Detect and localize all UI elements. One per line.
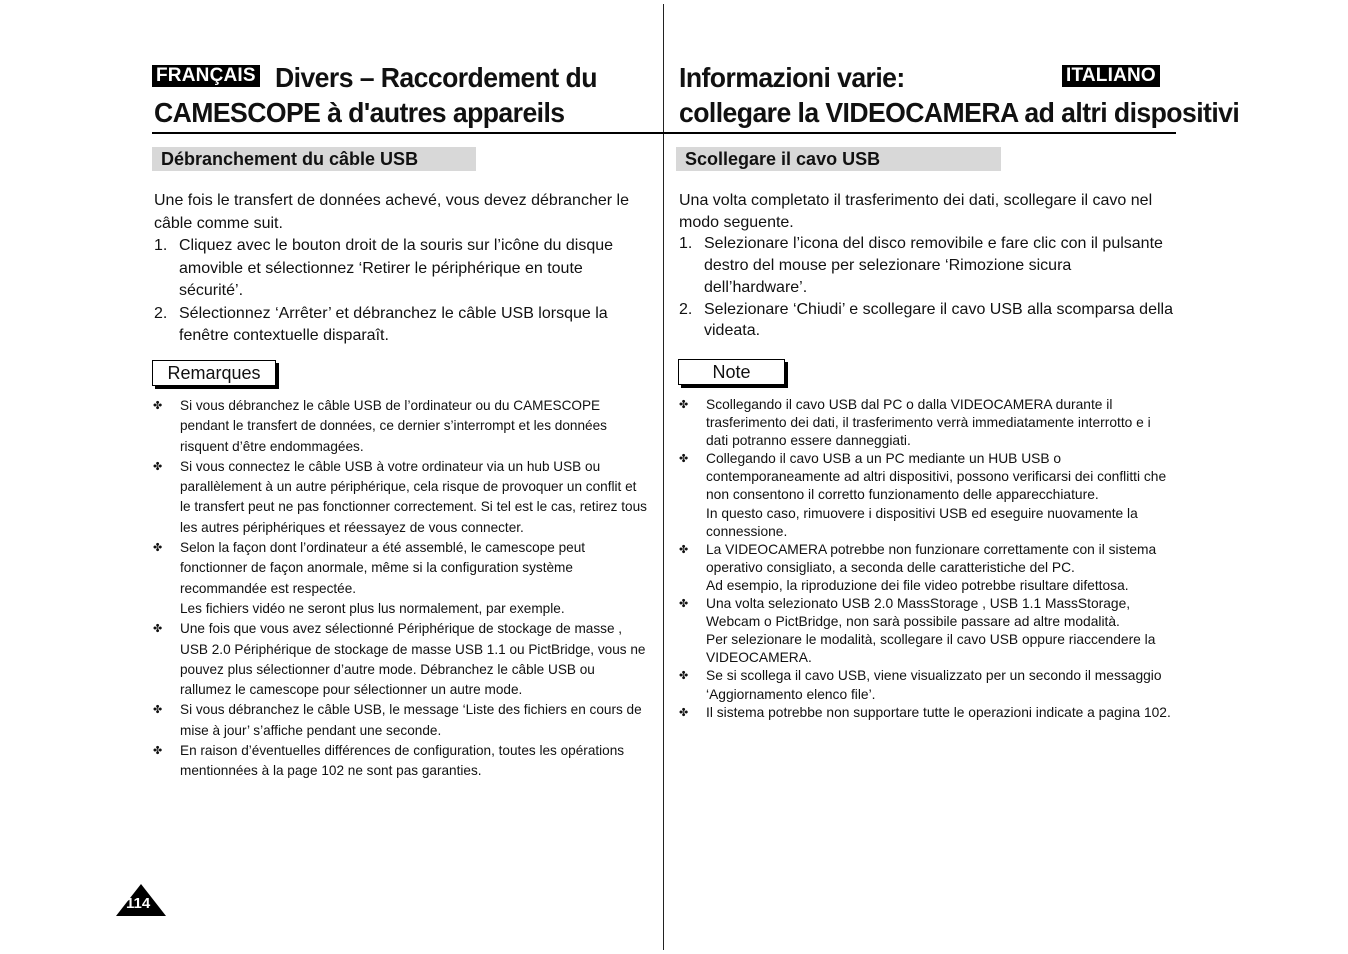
cross-bullet-icon: ✤ — [153, 460, 163, 473]
title-rule — [152, 132, 664, 134]
note-text: Si vous connectez le câble USB à votre ordinateur via un hub USB ou parallèlement à un autre périphérique, cela risque de provoquer un conflit et le transfert peut ne pas fonctionner correctement. Si tel est le cas, retirez tous les autres périphériques et réessayez de vous connecter. — [180, 458, 647, 535]
note-text: Il sistema potrebbe non supportare tutte le operazioni indicate a pagina 102. — [706, 704, 1171, 720]
cross-bullet-icon: ✤ — [679, 453, 689, 466]
steps-list — [679, 233, 1175, 342]
note-item — [679, 667, 1175, 703]
step-item — [679, 299, 1175, 342]
steps-list — [154, 235, 644, 348]
page-number-marker — [116, 884, 166, 916]
cross-bullet-icon: ✤ — [679, 670, 689, 683]
note-item — [153, 538, 649, 619]
page-title-line2: collegare la VIDEOCAMERA ad altri dispositivi — [679, 97, 1240, 128]
note-text: Collegando il cavo USB a un PC mediante un HUB USB o contemporaneamente ad altri dispositivi, possono verificarsi dei conflitti che non consentono il corretto funzionamento delle apparecchiature. — [706, 451, 1167, 503]
step-number: 2. — [679, 300, 693, 318]
cross-bullet-icon: ✤ — [153, 542, 163, 555]
note-extra-text: Ad esempio, la riproduzione dei file video potrebbe risultare difettosa. — [706, 577, 1129, 593]
intro-block — [679, 190, 1175, 342]
note-item — [679, 450, 1175, 540]
note-text: En raison d’éventuelles différences de configuration, toutes les opérations mentionnées à la page 102 ne sont pas garanties. — [180, 743, 625, 779]
note-item — [153, 396, 649, 457]
cross-bullet-icon: ✤ — [153, 745, 163, 758]
page-number: 114 — [126, 895, 151, 912]
step-text: Selezionare ‘Chiudi’ e scollegare il cavo USB alla scomparsa della videata. — [704, 300, 1173, 340]
step-text: Cliquez avec le bouton droit de la souris sur l’icône du disque amovible et sélectionnez ‘Retirer le périphérique en toute sécurité’. — [179, 237, 614, 299]
column-divider — [663, 4, 664, 950]
step-number: 1. — [154, 237, 168, 254]
notes-list — [153, 396, 649, 782]
page-title-line1: Informazioni varie: — [679, 62, 905, 93]
section-heading: Scollegare il cavo USB — [676, 147, 1001, 171]
note-text: Una volta selezionato USB 2.0 MassStorage , USB 1.1 MassStorage, Webcam o PictBridge, non sarà possibile passare ad altre modalità. — [706, 596, 1131, 630]
note-item — [153, 700, 649, 741]
step-number: 2. — [154, 304, 168, 322]
note-text: Selon la façon dont l’ordinateur a été assemblé, le camescope peut fonctionner de façon anormale, même si la configuration système recommandée est respectée. — [180, 540, 586, 596]
cross-bullet-icon: ✤ — [153, 623, 163, 636]
intro-text: Une fois le transfert de données achevé, vous devez débrancher le câble comme suit. — [154, 192, 629, 232]
cross-bullet-icon: ✤ — [679, 543, 689, 556]
note-text: Scollegando il cavo USB dal PC o dalla VIDEOCAMERA durante il trasferimento dei dati, il trasferimento verrà immediatamente interrotto e i dati potranno essere danneggiati. — [706, 397, 1151, 449]
step-item — [154, 235, 644, 303]
note-item — [153, 619, 649, 700]
note-item — [153, 457, 649, 538]
note-item — [679, 541, 1175, 595]
note-item — [679, 396, 1175, 450]
step-number: 1. — [679, 235, 693, 253]
lang-badge-italiano: ITALIANO — [1062, 65, 1160, 87]
note-item — [679, 704, 1175, 722]
notes-list — [679, 396, 1175, 722]
step-text: Selezionare l’icona del disco removibile e fare clic con il pulsante destro del mouse per selezionare ‘Rimozione sicura dell’hardware’. — [704, 235, 1163, 296]
step-text: Sélectionnez ‘Arrêter’ et débranchez le câble USB lorsque la fenêtre contextuelle disparaît. — [179, 304, 608, 344]
notes-label: Remarques — [152, 360, 276, 386]
note-extra-text: In questo caso, rimuovere i dispositivi USB ed eseguire nuovamente la connessione. — [706, 505, 1138, 539]
cross-bullet-icon: ✤ — [679, 598, 689, 611]
notes-label: Note — [678, 359, 785, 385]
cross-bullet-icon: ✤ — [679, 399, 689, 411]
note-item — [679, 595, 1175, 667]
note-text: Si vous débranchez le câble USB, le message ‘Liste des fichiers en cours de mise à jour’ s’affiche pendant une seconde. — [180, 702, 642, 738]
page-title-line2: CAMESCOPE à d'autres appareils — [154, 97, 565, 128]
note-extra-text: Per selezionare le modalità, scollegare il cavo USB oppure riaccendere la VIDEOCAMERA. — [706, 632, 1156, 666]
title-rule — [664, 132, 1176, 134]
note-text: Si vous débranchez le câble USB de l’ordinateur ou du CAMESCOPE pendant le transfert de données, ce dernier s’interrompt et les données risquent d’être endommagées. — [180, 398, 607, 454]
note-extra-text: Les fichiers vidéo ne seront plus lus normalement, par exemple. — [180, 600, 565, 616]
note-text: Une fois que vous avez sélectionné Périphérique de stockage de masse , USB 2.0 Périphérique de stockage de masse USB 1.1 ou PictBridge, vous ne pouvez plus sélectionner d’autre mode. Débranchez le câble USB ou rallumez le camescope pour sélectionner un autre mode. — [180, 621, 646, 698]
note-text: Se si scollega il cavo USB, viene visualizzato per un secondo il messaggio ‘Aggiornamento elenco file’. — [706, 668, 1162, 702]
step-item — [679, 233, 1175, 298]
intro-block — [154, 190, 644, 348]
step-item — [154, 303, 644, 348]
cross-bullet-icon: ✤ — [679, 706, 689, 719]
note-text: La VIDEOCAMERA potrebbe non funzionare correttamente con il sistema operativo consigliato, a seconda delle caratteristiche del PC. — [706, 541, 1157, 575]
cross-bullet-icon: ✤ — [153, 400, 163, 412]
lang-badge-francais: FRANÇAIS — [152, 65, 260, 87]
note-item — [153, 741, 649, 782]
cross-bullet-icon: ✤ — [153, 704, 163, 717]
intro-text: Una volta completato il trasferimento dei dati, scollegare il cavo nel modo seguente. — [679, 192, 1153, 231]
page-title-line1: Divers – Raccordement du — [275, 62, 597, 93]
section-heading: Débranchement du câble USB — [152, 147, 476, 171]
